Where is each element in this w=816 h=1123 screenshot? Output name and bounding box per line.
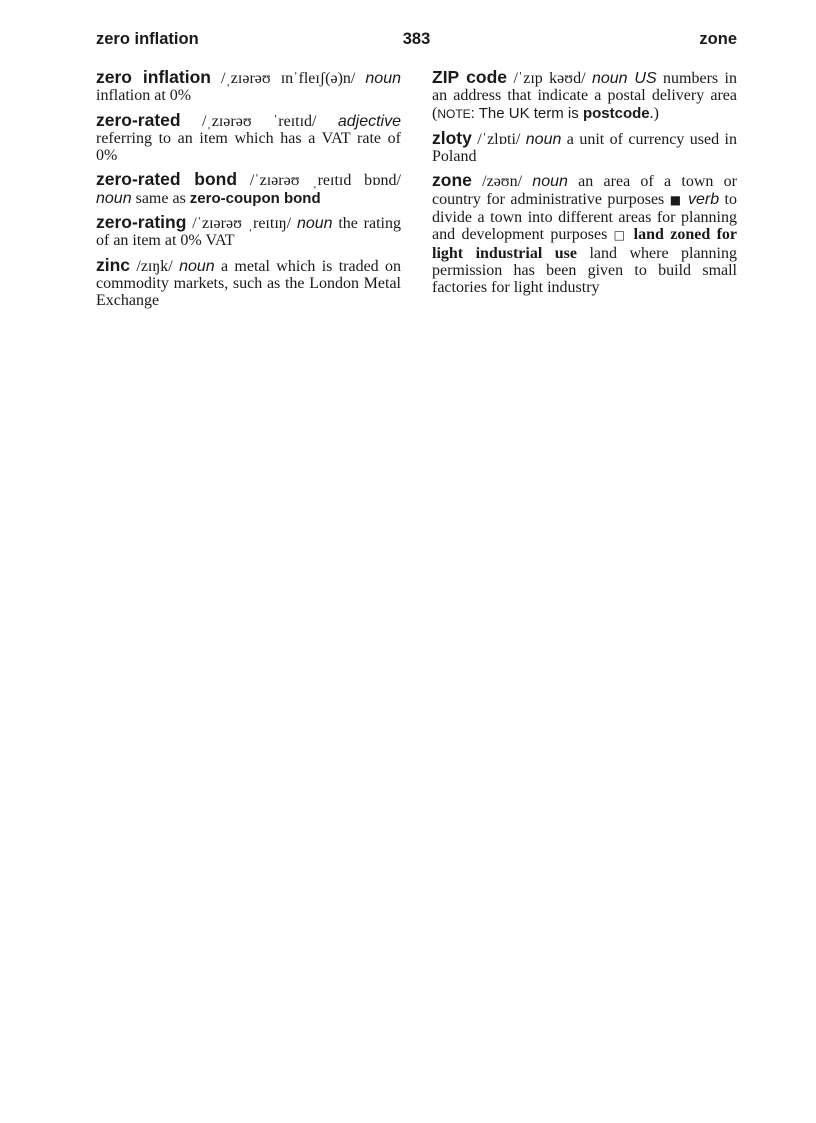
entry-zloty	[432, 127, 737, 166]
headword: zero-rated bond	[96, 169, 238, 190]
phrase-definition: land where planning permission has been given to build small factories for light industry	[432, 244, 737, 297]
sense-marker-icon: ■	[669, 192, 683, 207]
pronunciation: /ˈzɪərəʊ ˌreɪtɪd bɒnd/	[237, 172, 401, 190]
entry-zero-inflation	[96, 69, 401, 105]
definition: referring to an item which has a VAT rate of 0%	[96, 129, 401, 165]
part-of-speech-verb: verb	[687, 190, 720, 208]
part-of-speech: noun	[296, 215, 333, 233]
cross-reference: zero-coupon bond	[189, 189, 321, 207]
pronunciation: /ˈzɪərəʊ ˌreɪtɪŋ/	[186, 215, 297, 233]
entry-zip-code	[432, 69, 737, 123]
header-first-entry: zero inflation	[96, 30, 199, 48]
headword: zero inflation	[96, 67, 211, 87]
definition-verb: to divide a town into different areas for planning and development purposes	[432, 190, 738, 244]
part-of-speech: noun	[179, 257, 215, 275]
part-of-speech: adjective	[337, 112, 401, 130]
phrase: land zoned for light industrial use	[432, 226, 738, 262]
headword: ZIP code	[432, 67, 508, 87]
cross-reference: postcode	[582, 104, 650, 122]
definition: numbers in an address that indicate a postal delivery area (	[432, 70, 738, 122]
running-header	[96, 30, 737, 54]
entry-zero-rated	[96, 109, 401, 165]
definition: the rating of an item at 0% VAT	[96, 215, 401, 250]
right-column	[432, 69, 737, 304]
pronunciation: /zɪŋk/	[130, 257, 180, 275]
header-last-entry: zone	[699, 30, 737, 48]
pronunciation: /ˌzɪərəʊ ɪnˈfleɪʃ(ə)n/	[210, 70, 366, 87]
note-label: NOTE	[437, 106, 471, 121]
headword: zero-rating	[96, 212, 187, 233]
definition: a metal which is traded on commodity markets, such as the London Metal Exchange	[96, 257, 402, 310]
entry-zone	[432, 172, 737, 296]
entry-zero-rating	[96, 214, 401, 250]
part-of-speech: noun	[532, 173, 568, 191]
pronunciation: /ˈzlɒti/	[471, 130, 526, 148]
pronunciation: /zəʊn/	[471, 173, 533, 191]
headword: zero-rated	[96, 109, 181, 130]
part-of-speech: noun US	[591, 70, 657, 87]
definition: inflation at 0%	[96, 87, 192, 105]
definition: an area of a town or country for administrative purposes	[432, 173, 737, 208]
part-of-speech: noun	[96, 189, 132, 207]
entry-zero-rated-bond	[96, 171, 401, 207]
pronunciation: /ˌzɪərəʊ ˈreɪtɪd/	[180, 112, 338, 130]
pronunciation: /ˈzɪp kəʊd/	[507, 70, 592, 87]
part-of-speech: noun	[525, 130, 562, 148]
page-number: 383	[402, 30, 431, 48]
phrase-marker-icon: □	[613, 228, 628, 243]
headword: zinc	[96, 254, 131, 275]
headword: zloty	[432, 127, 472, 148]
definition: a unit of currency used in Poland	[432, 130, 737, 166]
left-column	[96, 69, 401, 317]
definition-end: .)	[649, 104, 659, 122]
note-text: : The UK term is	[470, 104, 583, 122]
definition: same as	[131, 189, 190, 207]
entry-zinc	[96, 254, 402, 310]
headword: zone	[432, 170, 472, 191]
part-of-speech: noun	[365, 70, 401, 87]
